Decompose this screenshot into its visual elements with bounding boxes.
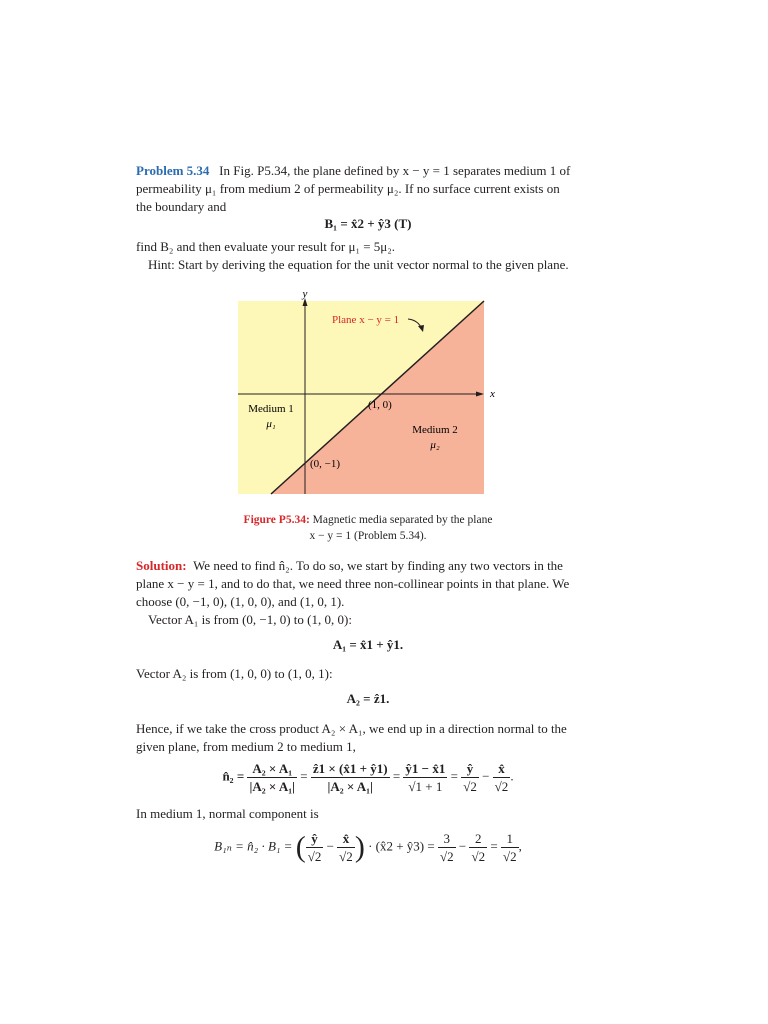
- plane-label: Plane x − y = 1: [332, 314, 400, 326]
- medium1-mu-label: μ₁: [266, 418, 276, 430]
- point-0-m1-label: (0, −1): [310, 458, 341, 470]
- solution-line-5: Vector A₂ is from (1, 0, 0) to (1, 0, 1):: [136, 666, 333, 681]
- fraction: $\frac{ŷ}{√2}$: [307, 831, 322, 864]
- solution-line-3: choose (0, −1, 0), (1, 0, 0), and (1, 0, 1).: [136, 594, 345, 609]
- problem-line-3: the boundary and: [136, 199, 227, 214]
- medium2-mu-label: μ₂: [430, 439, 440, 451]
- fraction: $\frac{ŷ}{√2}$: [463, 761, 477, 794]
- fraction: $\frac{x̂}{√2}$: [494, 761, 509, 794]
- y-axis-label: y: [302, 288, 308, 300]
- caption-label: Figure P5.34:: [243, 514, 310, 526]
- point-1-0-label: (1, 0): [368, 399, 392, 411]
- problem-text-1: In Fig. P5.34, the plane defined by x − y = 1 separates medium 1 of: [219, 163, 571, 178]
- caption-text-2: x − y = 1 (Problem 5.34).: [309, 530, 427, 542]
- equation-n2: n̂₂ = $\frac{\text{A₂ × A₁}}{\text{|A₂ × A₁|}}$ = $\frac{\text{ẑ1 × (x̂1 + ŷ1)}}{\text{|A₂ × A₁|}}$ = $\frac{ŷ1 - x̂1}{√1 + 1}$ = $\frac{ŷ}{√2}$ − $\frac{x̂}{√2}$ .: [222, 761, 514, 794]
- problem-label: Problem 5.34: [136, 163, 210, 178]
- solution-line-6: Hence, if we take the cross product A₂ × A₁, we end up in a direction normal to the: [136, 721, 567, 736]
- equation-a2: A₂ = ẑ1.: [346, 691, 390, 706]
- medium1-label: Medium 1: [248, 403, 294, 415]
- problem-line-2: permeability μ₁ from medium 2 of permeability μ₂. If no surface current exists on: [136, 181, 560, 196]
- equation-a1: A₁ = x̂1 + ŷ1.: [332, 637, 404, 652]
- fraction: $\frac{ŷ1 - x̂1}{√1 + 1}$: [405, 761, 446, 794]
- figure-p5-34: [228, 286, 508, 498]
- x-axis-label: x: [490, 388, 495, 400]
- problem-line-1: [136, 162, 600, 180]
- fraction: $\frac{\text{A₂ × A₁}}{\text{|A₂ × A₁|}}$: [249, 761, 295, 794]
- solution-line-2: plane x − y = 1, and to do that, we need three non-collinear points in that plane. We: [136, 576, 570, 591]
- fraction: $\frac{\text{ẑ1 × (x̂1 + ŷ1)}}{\text{|A₂ × A₁|}}$: [312, 761, 388, 794]
- equation-b1: B₁ = x̂2 + ŷ3 (T): [324, 216, 412, 231]
- hint-text: Hint: Start by deriving the equation for the unit vector normal to the given plane.: [148, 257, 569, 272]
- fraction: $\frac{1}{√2}$: [502, 831, 517, 864]
- fraction: $\frac{3}{√2}$: [439, 831, 454, 864]
- fraction: $\frac{x̂}{√2}$: [339, 831, 353, 864]
- solution-line-4: Vector A₁ is from (0, −1, 0) to (1, 0, 0):: [148, 612, 352, 627]
- solution-line-1: Solution: We need to find n̂₂. To do so, we start by finding any two vectors in the: [136, 558, 563, 573]
- medium2-label: Medium 2: [412, 424, 458, 436]
- fraction: $\frac{2}{√2}$: [471, 831, 486, 864]
- solution-label: Solution:: [136, 558, 187, 573]
- equation-b1n: B₁ₙ = n̂₂ · B₁ = ( $\frac{ŷ}{√2}$ − $\frac{x̂}{√2}$ ) · (x̂2 + ŷ3) = $\frac{3}{√2}$ − $\frac{2}{√2}$ = $\frac{1}{√2}$ ,: [214, 830, 522, 864]
- solution-line-8: In medium 1, normal component is: [136, 806, 319, 821]
- figure-caption: [136, 512, 600, 544]
- solution-line-7: given plane, from medium 2 to medium 1,: [136, 739, 356, 754]
- caption-text-1: Magnetic media separated by the plane: [312, 514, 493, 526]
- problem-line-4: find B₂ and then evaluate your result for μ₁ = 5μ₂.: [136, 239, 396, 254]
